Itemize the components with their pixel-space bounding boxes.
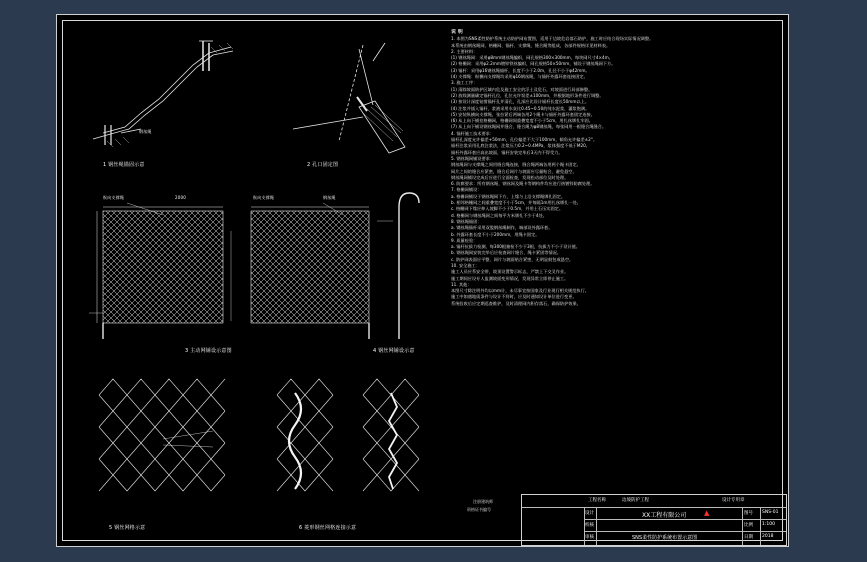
- note-line: 5. 钢丝绳网铺设要求：: [451, 155, 495, 161]
- right-value-number: SNS-01: [762, 510, 779, 515]
- fig2-caption: 2 孔口固定图: [307, 162, 339, 168]
- notes-lines: [451, 36, 787, 307]
- note-line: (2) 格栅网：采用φ2.2mm镀锌铁丝编织，网孔规格50×50mm，铺设于钢丝绳网下方。: [451, 61, 616, 67]
- note-line: 8. 钢丝绳锚固：: [451, 218, 482, 224]
- note-line: 锚杆外露环套应高出坡面，锚杆安装完毕后3天内不得受力。: [451, 149, 563, 155]
- note-line: (3) 按设计深度钻凿锚杆孔并清孔，孔深应比设计锚杆长度长50mm以上。: [451, 99, 590, 105]
- drawing-sheet: [56, 14, 789, 547]
- note-line: b. 钢丝绳网安装完毕后应检查网片缝合、绳卡紧固等情况。: [451, 250, 562, 256]
- note-line: 施工中如遇地质条件与设计不符时，应及时通知设计单位进行变更。: [451, 294, 577, 300]
- note-line: 网片之间的缝合应紧密，缝合后网片与坡面应尽量贴合，避免悬空。: [451, 168, 577, 174]
- note-line: 10. 安全施工：: [451, 262, 480, 268]
- row-label-review: 审核: [585, 535, 594, 540]
- seal-line1: 注册建筑师: [473, 499, 493, 504]
- mesh-top-left-label: 纵向支撑绳: [103, 195, 124, 200]
- drawing-name: SNS柔性防护系统布置示意图: [632, 535, 698, 541]
- note-line: (6) 从上向下铺挂格栅网，格栅网间重叠宽度不小于5cm，用扎丝绑扎牢固。: [451, 118, 593, 124]
- mesh-top-right-label: 钢丝绳: [323, 195, 336, 200]
- note-line: (4) 支撑绳：纵横向支撑绳均采用φ16钢丝绳，与锚杆外露环套连接固定。: [451, 74, 588, 80]
- subproject-name: 边坡防护工程: [622, 498, 649, 503]
- note-line: 钢丝绳网铺设完成后应进行全面检查，发现松动部位及时处理。: [451, 174, 569, 180]
- note-line: (7) 从上向下铺设钢丝绳网并缝合，缝合绳为φ8钢丝绳，每张网用一根缝合绳缝合。: [451, 124, 607, 130]
- seal-line2: 资格证书编号: [467, 507, 491, 512]
- note-line: 11. 其他：: [451, 281, 472, 287]
- right-value-date: 2018: [762, 534, 774, 539]
- right-label-number: 图号: [744, 511, 753, 516]
- notes-heading: 说 明: [451, 29, 463, 35]
- right-label-date: 日期: [744, 535, 753, 540]
- note-line: 施工期间应设专人监测坡面变形情况，发现异常立即停止施工。: [451, 275, 569, 281]
- mesh2-top-label: 纵向支撑绳: [253, 195, 274, 200]
- note-line: 9. 质量检验：: [451, 237, 478, 243]
- fig1-anchor-drawing: [93, 41, 233, 145]
- note-line: 7. 格栅网铺设：: [451, 187, 482, 193]
- right-value-scale: 1:100: [762, 522, 775, 527]
- fig5-diamond-mesh: [99, 379, 225, 491]
- design-notes: [451, 29, 787, 469]
- fig2-hole-drawing: [293, 43, 405, 153]
- note-line: (1) 钢丝绳网：采用φ8mm钢丝绳编织，网孔规格300×300mm，每块网尺寸4×4m。: [451, 55, 613, 61]
- fig1-hatch: [107, 43, 233, 147]
- note-line: 4. 锚杆施工技术要求：: [451, 130, 495, 136]
- note-line: b. 外露环套长度不小于200mm，用绳卡固定。: [451, 231, 540, 237]
- row-label-check: 校核: [585, 523, 594, 528]
- fig1-caption: 1 钢丝绳锚固示意: [103, 162, 145, 168]
- note-line: 1. 本图为SNS柔性防护系统主动防护网布置图，适用于边坡危岩落石防护，施工时应结合现场实际情况调整。: [451, 36, 654, 42]
- mesh-width-label: 2000: [175, 195, 186, 200]
- note-line: 本系统由钢丝绳网、格栅网、锚杆、支撑绳、缝合绳等组成，各部件规格详见材料表。: [451, 42, 611, 48]
- note-line: 锚杆注浆采用孔底注浆法，注浆压力0.2~0.4MPa，浆体强度不低于M20。: [451, 143, 590, 149]
- note-line: 3. 施工工序：: [451, 80, 478, 86]
- note-line: 钢丝绳网与支撑绳之间用缝合绳连接，缝合绳两端各用两个绳卡固定。: [451, 162, 581, 168]
- note-line: 2. 主要材料：: [451, 48, 478, 54]
- fig4-caption: 4 钢丝网铺设示意: [373, 348, 415, 354]
- note-line: d. 格栅网与钢丝绳网之间每平方米绑扎不少于4处。: [451, 212, 547, 218]
- note-line: c. 格栅网下缘应伸入坡脚不小于0.5m，并用土石压实固定。: [451, 206, 564, 212]
- row-label-design: 设计: [585, 511, 594, 516]
- note-line: 本图尺寸除注明外均以mm计，未尽事宜按国家及行业现行相关规范执行。: [451, 288, 589, 294]
- logo-icon: ▲: [704, 509, 710, 517]
- note-line: a. 格栅网铺设于钢丝绳网下方，上缘与上沿支撑绳绑扎固定。: [451, 193, 566, 199]
- company-name: XX工程有限公司: [642, 512, 687, 519]
- fig3-mesh-left: [89, 203, 231, 339]
- note-line: c. 防护网表面应平整，网片与坡面贴合紧密，无明显鼓包或悬空。: [451, 256, 574, 262]
- note-line: 系统验收后应定期巡查维护，及时清理网内积存落石，确保防护效果。: [451, 300, 581, 306]
- fig6-caption: 6 菱形钢丝网格连接示意: [299, 525, 357, 531]
- fig5-caption: 5 钢丝网格示意: [109, 525, 146, 531]
- note-line: 施工人员应系安全带，坡顶设置警示标志，严禁上下交叉作业。: [451, 269, 569, 275]
- fig6-connected-mesh: [277, 379, 419, 491]
- note-line: a. 钢丝绳锚杆采用双股钢丝绳制作，端部设外露环套。: [451, 225, 553, 231]
- anchor-rope-label: 钢丝绳: [139, 129, 152, 134]
- title-block: [521, 494, 787, 546]
- note-line: 锚杆孔深度允许偏差+50mm，孔位偏差不大于100mm，倾角允许偏差±2°。: [451, 137, 598, 143]
- note-line: (2) 放线测量确定锚杆孔位，孔位允许误差±100mm，并根据地形条件进行调整。: [451, 92, 604, 98]
- note-line: a. 锚杆抗拔力检测，每300根抽检不少于3根，抗拔力不小于设计值。: [451, 244, 580, 250]
- stamp-label: 设计专用章: [722, 498, 745, 503]
- project-label: 工程名称: [588, 498, 606, 503]
- note-line: (4) 注浆并插入锚杆，浆液采用水灰比0.45~0.50的纯水泥浆，灌浆饱满。: [451, 105, 590, 111]
- note-line: b. 相邻格栅网之间重叠宽度不小于5cm，并每隔1m用扎丝绑扎一处。: [451, 200, 581, 206]
- note-line: 6. 防腐要求：所有钢丝绳、钢丝网及绳卡等钢构件均应进行热镀锌防腐处理。: [451, 181, 595, 187]
- note-line: (3) 锚杆：采用φ16钢丝绳锚杆，长度不小于2.0m，孔径不小于φ42mm。: [451, 67, 590, 73]
- fig3-caption: 3 主动网铺设示意图: [185, 348, 232, 354]
- drawing-border: [62, 20, 783, 541]
- note-line: (5) 安装纵横向支撑绳，张拉紧后两端各用2个绳卡与锚杆外露环套固定连接。: [451, 111, 595, 117]
- note-line: (1) 清除坡面防护区域内危及施工安全的浮土及危石，对坡面进行局部修整。: [451, 86, 593, 92]
- fig4-mesh-right: [251, 193, 419, 339]
- right-label-scale: 比例: [744, 523, 753, 528]
